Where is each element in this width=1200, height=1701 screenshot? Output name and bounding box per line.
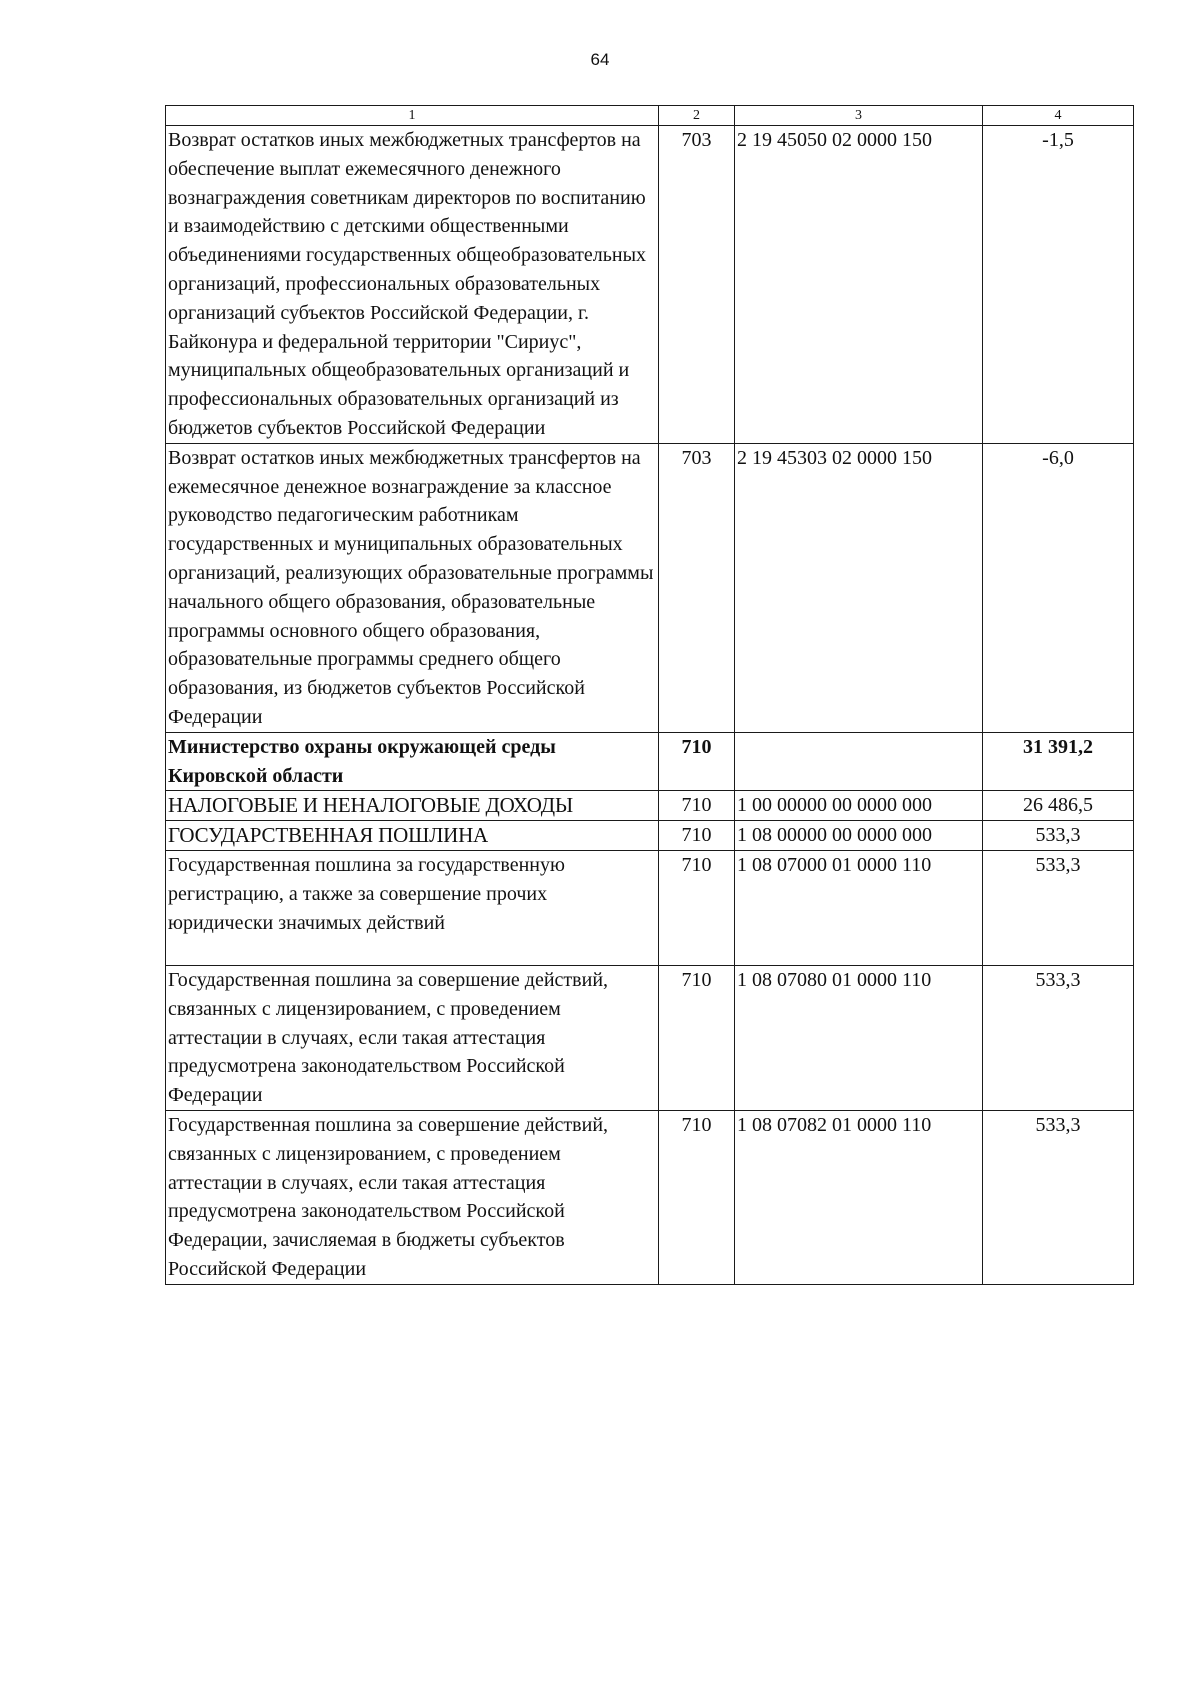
row-name: НАЛОГОВЫЕ И НЕНАЛОГОВЫЕ ДОХОДЫ (166, 791, 659, 821)
column-header-4: 4 (983, 106, 1134, 126)
row-budget-code: 1 08 00000 00 0000 000 (735, 821, 983, 851)
row-amount: 533,3 (983, 965, 1134, 1110)
row-admin-code: 710 (659, 850, 735, 965)
row-name: Государственная пошлина за государственную регистрацию, а также за совершение прочих юридически значимых действий (166, 850, 659, 965)
row-admin-code: 710 (659, 965, 735, 1110)
row-amount: 533,3 (983, 1110, 1134, 1284)
row-budget-code: 1 00 00000 00 0000 000 (735, 791, 983, 821)
table-row (166, 1110, 1134, 1284)
row-budget-code: 1 08 07082 01 0000 110 (735, 1110, 983, 1284)
row-name: ГОСУДАРСТВЕННАЯ ПОШЛИНА (166, 821, 659, 851)
row-amount: 26 486,5 (983, 791, 1134, 821)
table-row (166, 791, 1134, 821)
row-admin-code: 710 (659, 791, 735, 821)
column-header-2: 2 (659, 106, 735, 126)
row-admin-code: 703 (659, 126, 735, 444)
row-amount: 31 391,2 (983, 732, 1134, 791)
row-budget-code: 1 08 07080 01 0000 110 (735, 965, 983, 1110)
table-row (166, 732, 1134, 791)
table-row (166, 126, 1134, 444)
table-header-row (166, 106, 1134, 126)
table-row (166, 965, 1134, 1110)
page-number: 64 (590, 50, 610, 69)
table-row (166, 850, 1134, 965)
row-name: Возврат остатков иных межбюджетных трансфертов на обеспечение выплат ежемесячного денежного вознаграждения советникам директоров по воспитанию и взаимодействию с детскими общественными объединениями государственных общеобразовательных организаций, профессиональных образовательных организаций субъектов Российской Федерации, г. Байконура и федеральной территории "Сириус", муниципальных общеобразовательных организаций и профессиональных образовательных организаций из бюджетов субъектов Российской Федерации (166, 126, 659, 444)
row-admin-code: 710 (659, 821, 735, 851)
row-budget-code: 2 19 45050 02 0000 150 (735, 126, 983, 444)
row-name: Государственная пошлина за совершение действий, связанных с лицензированием, с проведением аттестации в случаях, если такая аттестация предусмотрена законодательством Российской Федерации (166, 965, 659, 1110)
row-budget-code: 2 19 45303 02 0000 150 (735, 443, 983, 732)
table-row (166, 443, 1134, 732)
row-amount: 533,3 (983, 850, 1134, 965)
row-amount: -6,0 (983, 443, 1134, 732)
table-row (166, 821, 1134, 851)
row-amount: 533,3 (983, 821, 1134, 851)
row-budget-code (735, 732, 983, 791)
row-amount: -1,5 (983, 126, 1134, 444)
row-admin-code: 703 (659, 443, 735, 732)
column-header-3: 3 (735, 106, 983, 126)
row-admin-code: 710 (659, 732, 735, 791)
row-admin-code: 710 (659, 1110, 735, 1284)
row-name: Возврат остатков иных межбюджетных трансфертов на ежемесячное денежное вознаграждение за классное руководство педагогическим работникам государственных и муниципальных образовательных организаций, реализующих образовательные программы начального общего образования, образовательные программы основного общего образования, образовательные программы среднего общего образования, из бюджетов субъектов Российской Федерации (166, 443, 659, 732)
row-name: Государственная пошлина за совершение действий, связанных с лицензированием, с проведением аттестации в случаях, если такая аттестация предусмотрена законодательством Российской Федерации, зачисляемая в бюджеты субъектов Российской Федерации (166, 1110, 659, 1284)
revenue-table (165, 105, 1134, 1285)
column-header-1: 1 (166, 106, 659, 126)
row-name: Министерство охраны окружающей среды Кировской области (166, 732, 659, 791)
row-budget-code: 1 08 07000 01 0000 110 (735, 850, 983, 965)
